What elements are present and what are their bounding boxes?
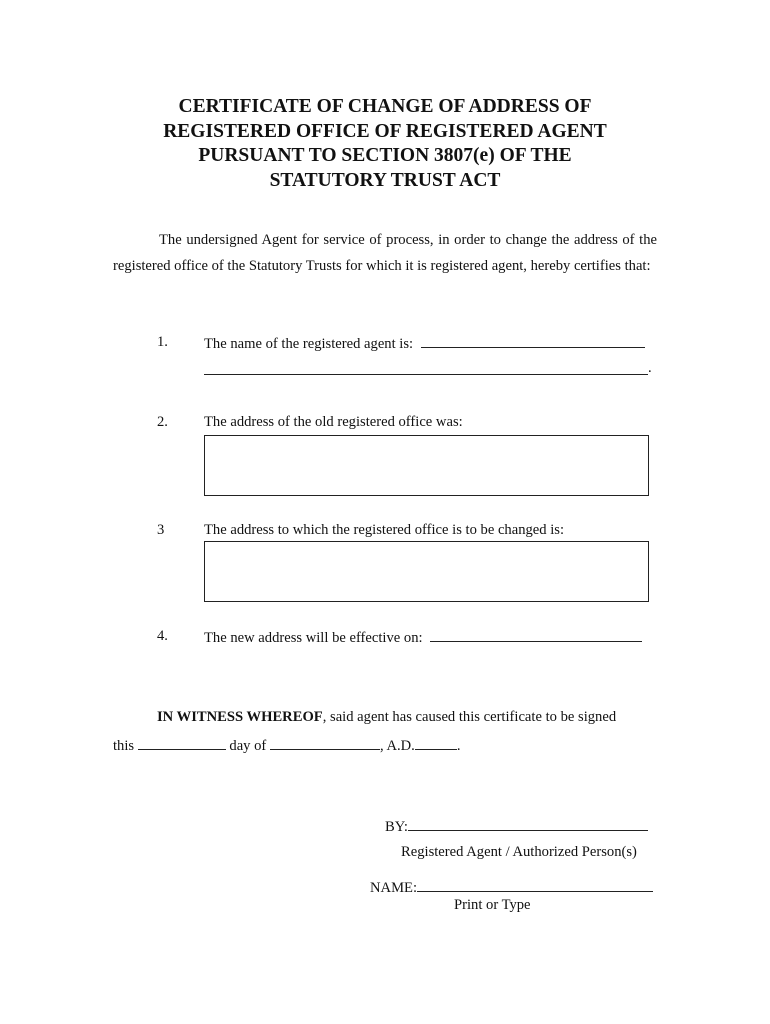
title-line-1: CERTIFICATE OF CHANGE OF ADDRESS OF [178, 96, 592, 117]
witness-day-of-label: day of [229, 738, 267, 754]
signature-name-line [370, 878, 653, 897]
witness-heading: IN WITNESS WHEREOF [157, 709, 323, 725]
item-1-text [204, 334, 645, 353]
witness-this-label: this [113, 738, 135, 754]
witness-month-field[interactable] [270, 736, 380, 750]
name-caption: Print or Type [454, 897, 531, 913]
signature-by-line [385, 817, 648, 836]
agent-name-field-line-2[interactable] [204, 374, 648, 375]
item-1-number: 1. [157, 334, 168, 350]
effective-date-field[interactable] [430, 628, 642, 642]
signature-caption: Registered Agent / Authorized Person(s) [401, 844, 637, 860]
document-title [110, 95, 660, 193]
title-line-2: REGISTERED OFFICE OF REGISTERED AGENT [163, 120, 607, 142]
item-3-number: 3 [157, 522, 165, 538]
item-1-label: The name of the registered agent is: [204, 336, 414, 352]
witness-year-field[interactable] [415, 736, 457, 750]
witness-text: , said agent has caused this certificate to be signed [322, 709, 617, 725]
signature-field[interactable] [408, 817, 648, 831]
witness-clause [157, 709, 616, 726]
printed-name-field[interactable] [417, 878, 653, 892]
item-1-period: . [648, 360, 652, 376]
witness-day-field[interactable] [138, 736, 226, 750]
item-2-label: The address of the old registered office was: [204, 414, 463, 430]
name-label: NAME: [370, 880, 418, 896]
item-4-label: The new address will be effective on: [204, 630, 423, 646]
witness-end-period: . [456, 738, 461, 754]
item-4-number: 4. [157, 628, 168, 644]
by-label: BY: [385, 819, 408, 835]
item-3-label: The address to which the registered office is to be changed is: [204, 522, 564, 538]
item-4-text [204, 628, 642, 647]
new-address-box[interactable] [204, 541, 649, 602]
item-2-number: 2. [157, 414, 168, 430]
title-line-3: PURSUANT TO SECTION 3807(e) OF THE [198, 145, 572, 166]
intro-paragraph: The undersigned Agent for service of process, in order to change the address of the registered office of the Statutory Trusts for which it is registered agent, hereby certifies that: [113, 232, 657, 274]
witness-ad-label: , A.D. [379, 738, 415, 754]
agent-name-field[interactable] [421, 334, 645, 348]
old-address-box[interactable] [204, 435, 649, 496]
witness-date-line [113, 736, 460, 755]
title-line-4: STATUTORY TRUST ACT [269, 169, 501, 191]
